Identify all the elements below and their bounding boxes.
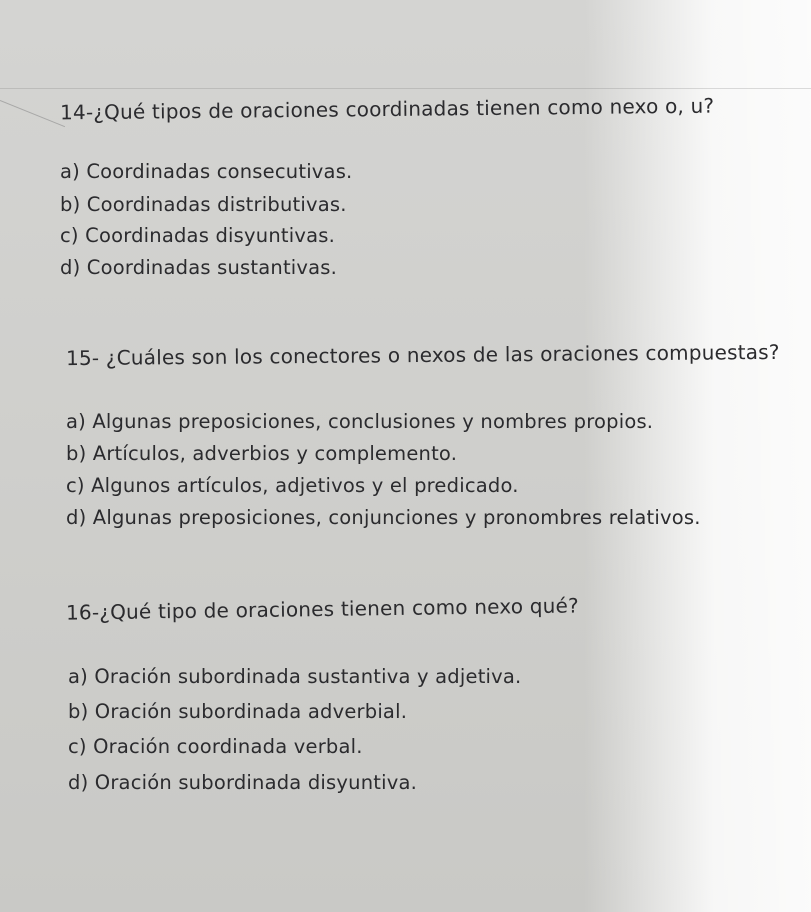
option-b: b) Artículos, adverbios y complemento. bbox=[66, 442, 458, 465]
option-d: d) Coordinadas sustantivas. bbox=[60, 256, 338, 279]
option-a: a) Algunas preposiciones, conclusiones y nombres propios. bbox=[66, 410, 654, 433]
paper-crease bbox=[0, 100, 65, 127]
option-b: b) Oración subordinada adverbial. bbox=[68, 700, 408, 723]
question-title: 15- ¿Cuáles son los conectores o nexos de las oraciones compuestas? bbox=[65, 339, 780, 371]
option-c: c) Algunos artículos, adjetivos y el predicado. bbox=[66, 474, 519, 497]
option-b: b) Coordinadas distributivas. bbox=[60, 193, 347, 216]
option-a: a) Coordinadas consecutivas. bbox=[60, 160, 353, 183]
option-d: d) Algunas preposiciones, conjunciones y pronombres relativos. bbox=[66, 506, 701, 529]
option-d: d) Oración subordinada disyuntiva. bbox=[68, 771, 418, 794]
option-c: c) Coordinadas disyuntivas. bbox=[60, 224, 335, 247]
option-a: a) Oración subordinada sustantiva y adjetiva. bbox=[68, 665, 522, 688]
option-c: c) Oración coordinada verbal. bbox=[68, 735, 363, 758]
question-title: 14-¿Qué tipos de oraciones coordinadas tienen como nexo o, u? bbox=[59, 93, 715, 125]
question-title: 16-¿Qué tipo de oraciones tienen como nexo qué? bbox=[65, 593, 579, 625]
fold-line bbox=[0, 88, 811, 89]
